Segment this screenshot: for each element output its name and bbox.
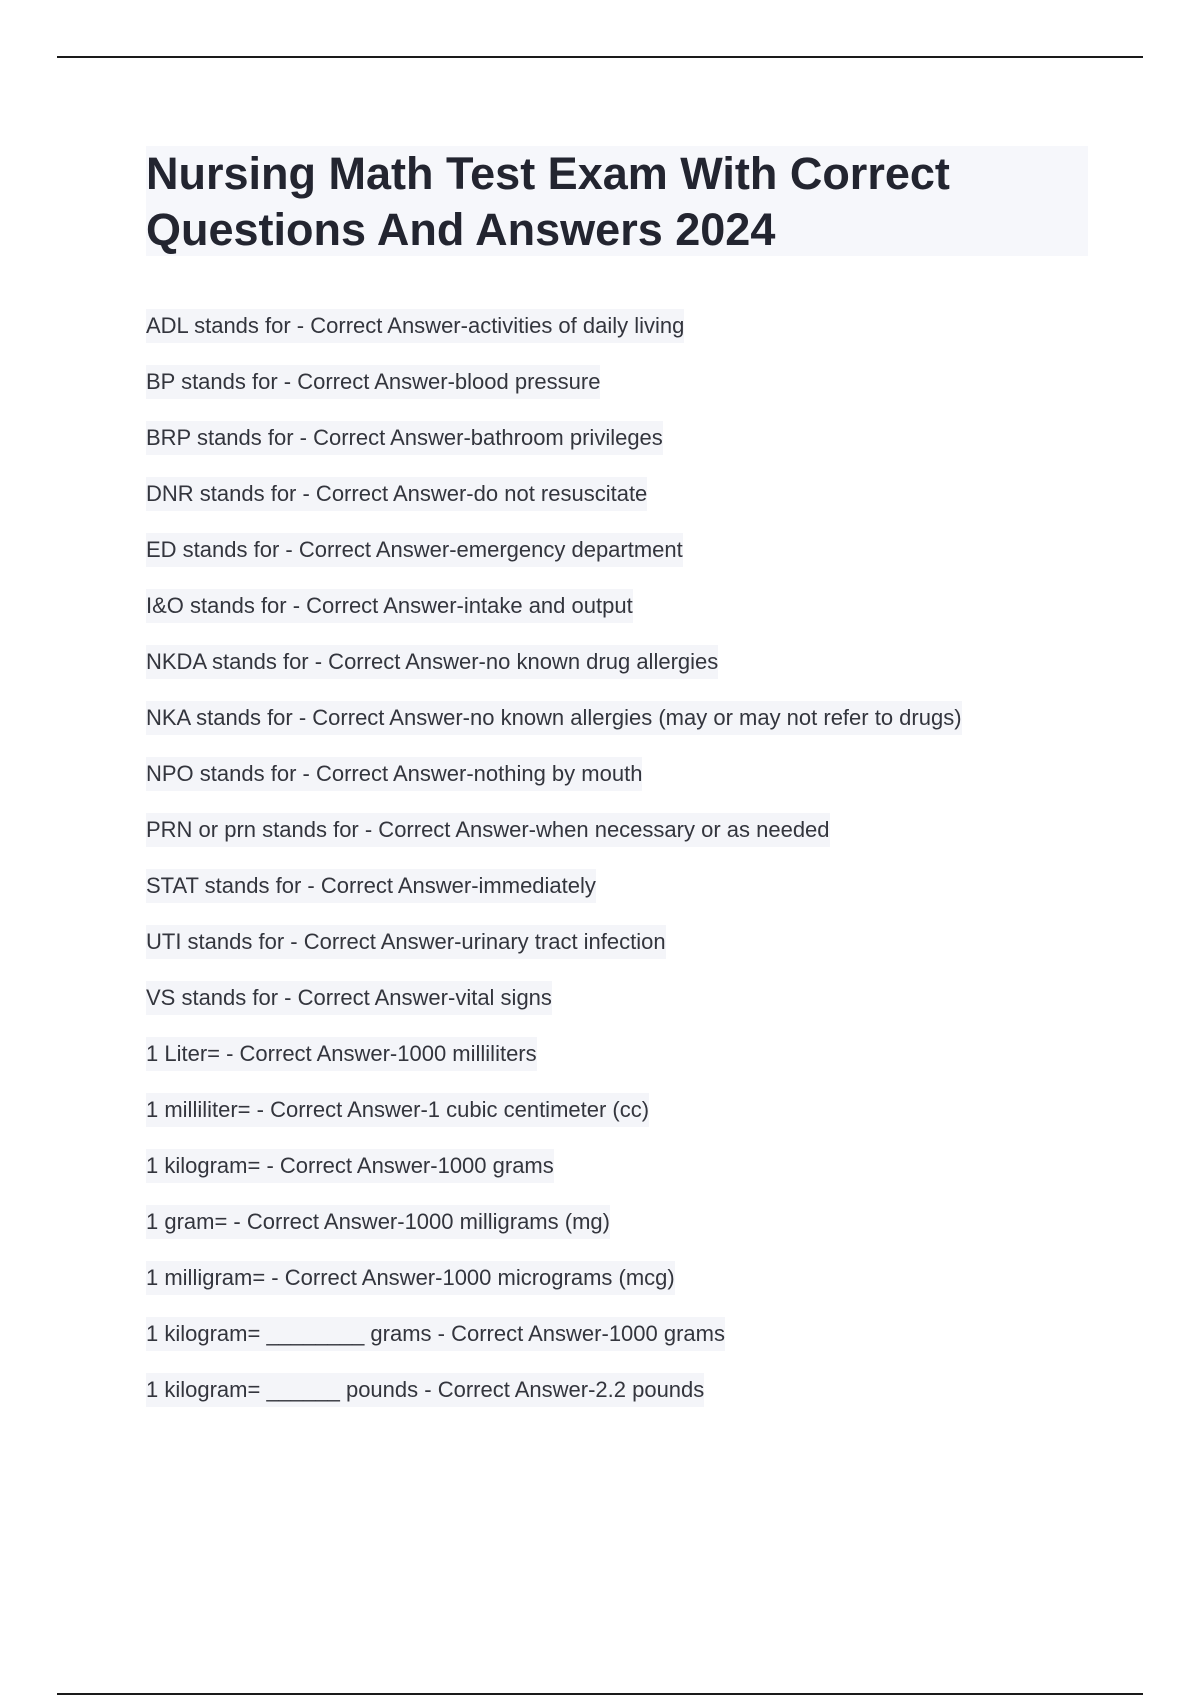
qa-text: 1 milliliter= - Correct Answer-1 cubic centimeter (cc) bbox=[146, 1093, 649, 1127]
qa-text: 1 gram= - Correct Answer-1000 milligrams (mg) bbox=[146, 1205, 610, 1239]
list-item bbox=[146, 589, 1106, 645]
qa-text: 1 kilogram= - Correct Answer-1000 grams bbox=[146, 1149, 554, 1183]
list-item bbox=[146, 925, 1106, 981]
qa-text: DNR stands for - Correct Answer-do not resuscitate bbox=[146, 477, 647, 511]
list-item bbox=[146, 1205, 1106, 1261]
top-rule bbox=[57, 56, 1143, 58]
list-item bbox=[146, 981, 1106, 1037]
qa-text: I&O stands for - Correct Answer-intake and output bbox=[146, 589, 633, 623]
list-item bbox=[146, 477, 1106, 533]
qa-text: STAT stands for - Correct Answer-immediately bbox=[146, 869, 596, 903]
qa-text: UTI stands for - Correct Answer-urinary tract infection bbox=[146, 925, 666, 959]
list-item bbox=[146, 1317, 1106, 1373]
bottom-rule bbox=[57, 1693, 1143, 1695]
qa-text: ADL stands for - Correct Answer-activities of daily living bbox=[146, 309, 684, 343]
list-item bbox=[146, 365, 1106, 421]
qa-text: PRN or prn stands for - Correct Answer-when necessary or as needed bbox=[146, 813, 830, 847]
list-item bbox=[146, 813, 1106, 869]
qa-text: NKDA stands for - Correct Answer-no known drug allergies bbox=[146, 645, 718, 679]
list-item bbox=[146, 1037, 1106, 1093]
list-item bbox=[146, 1149, 1106, 1205]
list-item bbox=[146, 1093, 1106, 1149]
title-block bbox=[146, 146, 1088, 256]
list-item bbox=[146, 1261, 1106, 1317]
qa-text: BRP stands for - Correct Answer-bathroom privileges bbox=[146, 421, 663, 455]
qa-text: 1 Liter= - Correct Answer-1000 milliliters bbox=[146, 1037, 537, 1071]
qa-text: 1 kilogram= ______ pounds - Correct Answer-2.2 pounds bbox=[146, 1373, 704, 1407]
list-item bbox=[146, 309, 1106, 365]
list-item bbox=[146, 701, 1106, 757]
qa-text: 1 kilogram= ________ grams - Correct Answer-1000 grams bbox=[146, 1317, 725, 1351]
qa-list bbox=[146, 309, 1106, 1429]
list-item bbox=[146, 1373, 1106, 1429]
qa-text: 1 milligram= - Correct Answer-1000 micrograms (mcg) bbox=[146, 1261, 675, 1295]
qa-text: BP stands for - Correct Answer-blood pressure bbox=[146, 365, 600, 399]
qa-text: NPO stands for - Correct Answer-nothing by mouth bbox=[146, 757, 642, 791]
list-item bbox=[146, 421, 1106, 477]
list-item bbox=[146, 645, 1106, 701]
list-item bbox=[146, 869, 1106, 925]
qa-text: NKA stands for - Correct Answer-no known allergies (may or may not refer to drugs) bbox=[146, 701, 962, 735]
list-item bbox=[146, 533, 1106, 589]
page-title: Nursing Math Test Exam With Correct Questions And Answers 2024 bbox=[146, 148, 950, 255]
qa-text: ED stands for - Correct Answer-emergency department bbox=[146, 533, 683, 567]
list-item bbox=[146, 757, 1106, 813]
qa-text: VS stands for - Correct Answer-vital signs bbox=[146, 981, 552, 1015]
